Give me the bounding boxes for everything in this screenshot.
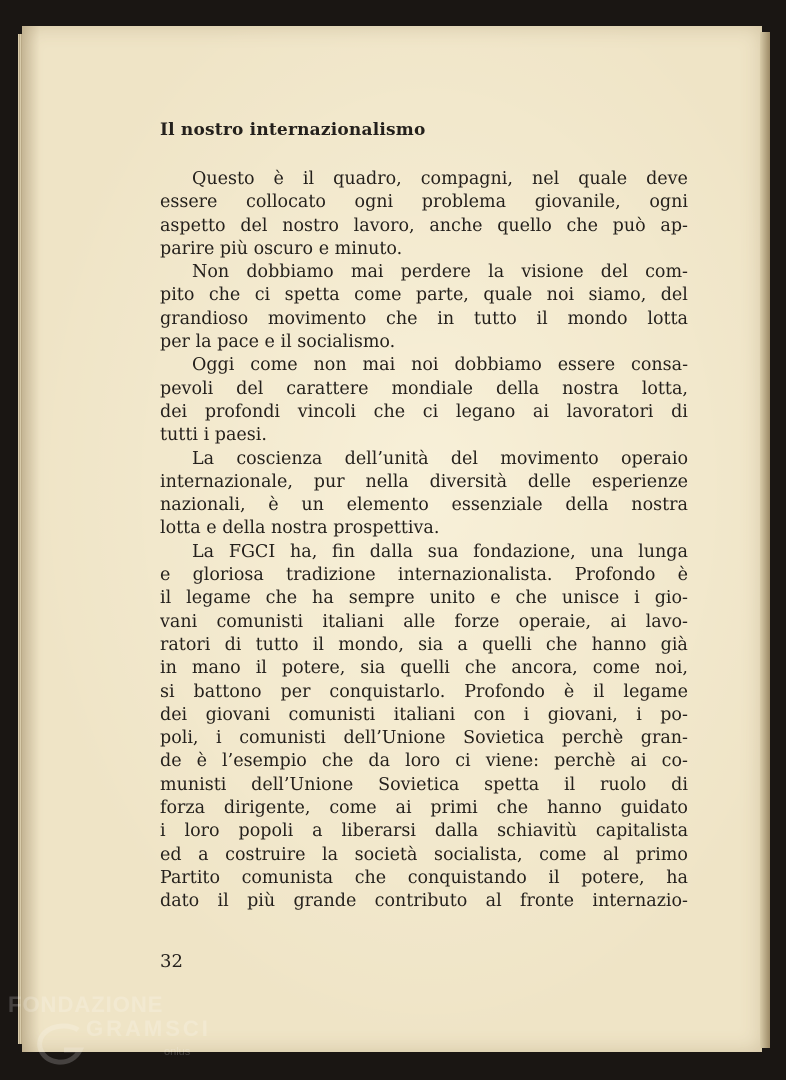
- word: FGCI: [228, 541, 276, 562]
- word: il: [302, 169, 315, 189]
- text-line: [160, 750, 688, 773]
- word: dirigente,: [223, 798, 311, 819]
- word: primi: [430, 798, 478, 819]
- text-line: [160, 448, 688, 471]
- page-number: 32: [160, 951, 183, 972]
- word: dato: [160, 891, 200, 912]
- word: ai: [395, 798, 412, 819]
- word: come: [250, 355, 298, 376]
- word: consa-: [631, 355, 688, 376]
- text-line: [160, 890, 688, 913]
- word: sua: [427, 541, 459, 562]
- word: di: [671, 401, 688, 422]
- word: ha: [666, 867, 688, 888]
- word: ai: [532, 401, 549, 422]
- text-line: [160, 424, 688, 447]
- word: comunisti: [288, 704, 376, 725]
- word: mai: [362, 355, 396, 376]
- word: gran-: [640, 728, 688, 749]
- word: conquistando: [407, 867, 527, 888]
- word: può: [612, 215, 646, 236]
- word: ha,: [290, 541, 318, 562]
- word: che: [373, 401, 406, 422]
- text-line: [160, 191, 688, 214]
- word: i: [203, 425, 210, 446]
- word: ha: [312, 588, 334, 609]
- word: del: [450, 448, 478, 469]
- text-line: [160, 611, 688, 634]
- word: noi,: [654, 658, 688, 679]
- word: è: [268, 495, 279, 516]
- word: collocato: [246, 192, 326, 213]
- word: gloriosa: [192, 565, 264, 586]
- word: visione: [521, 262, 584, 283]
- word: operaie,: [518, 611, 592, 632]
- word: dobbiamo: [454, 355, 542, 376]
- word: prospettiva.: [333, 518, 440, 539]
- word: e: [160, 565, 171, 586]
- word: costruire: [225, 844, 306, 865]
- word: nostra: [270, 518, 328, 539]
- section-heading: Il nostro internazionalismo: [160, 120, 426, 140]
- word: Profondo: [464, 681, 545, 702]
- word: com-: [645, 262, 688, 283]
- word: mondiale: [391, 378, 474, 399]
- watermark-line2: GRAMSCI: [86, 1016, 211, 1041]
- watermark: [4, 992, 211, 1072]
- body-text: [160, 168, 688, 914]
- word: contributo: [374, 891, 468, 912]
- word: e: [264, 332, 275, 353]
- word: i: [636, 704, 642, 725]
- text-line: [160, 308, 688, 331]
- word: legame: [623, 681, 688, 702]
- word: fin: [332, 541, 355, 562]
- word: per: [280, 681, 311, 702]
- text-line: [160, 797, 688, 820]
- word: ci: [455, 751, 471, 772]
- word: movimento: [267, 308, 367, 329]
- word: i: [216, 728, 222, 749]
- word: della: [496, 378, 540, 399]
- word: che: [545, 634, 578, 655]
- word: tutto: [473, 308, 517, 329]
- word: mondo,: [338, 634, 404, 655]
- word: liberarsi: [341, 821, 416, 842]
- word: co-: [661, 751, 688, 772]
- word: che: [265, 588, 298, 609]
- word: sia: [360, 658, 386, 679]
- word: quelli: [400, 658, 450, 679]
- word: spetta: [484, 774, 540, 795]
- text-line: [160, 867, 688, 890]
- word: come: [539, 844, 587, 865]
- word: vani: [160, 611, 198, 632]
- word: legame: [186, 588, 251, 609]
- word: vincoli: [297, 401, 356, 422]
- word: legano: [455, 401, 516, 422]
- word: dalla: [434, 821, 479, 842]
- word: delle: [527, 471, 572, 492]
- word: coscienza: [236, 448, 323, 469]
- watermark-line1: FONDAZIONE: [8, 992, 164, 1017]
- word: Non: [192, 262, 230, 283]
- word: sempre: [348, 588, 415, 609]
- word: come: [354, 285, 402, 306]
- word: una: [590, 541, 624, 562]
- word: nostra: [562, 378, 619, 399]
- word: a: [312, 821, 323, 842]
- word: al: [603, 844, 620, 865]
- text-line: [160, 541, 688, 564]
- word: hanno: [591, 634, 647, 655]
- word: è: [677, 565, 688, 586]
- text-line: [160, 168, 688, 191]
- word: la: [322, 844, 339, 865]
- word: dalla: [369, 541, 413, 562]
- word: noi: [411, 355, 439, 376]
- word: del: [236, 378, 264, 399]
- word: potere,: [281, 658, 346, 679]
- text-line: [160, 215, 688, 238]
- word: deve: [646, 169, 688, 189]
- word: dell’Unione: [251, 774, 354, 795]
- fondazione-gramsci-logo-icon: [34, 1022, 90, 1066]
- word: Questo: [192, 169, 255, 189]
- text-line: [160, 238, 688, 261]
- word: La: [192, 541, 215, 562]
- word: la: [195, 332, 212, 353]
- word: è: [196, 751, 207, 772]
- text-line: [160, 401, 688, 424]
- word: italiani: [393, 704, 456, 725]
- word: Oggi: [192, 355, 235, 376]
- word: de: [160, 751, 182, 772]
- word: socialismo.: [297, 332, 396, 353]
- word: lunga: [638, 541, 688, 562]
- text-line: [160, 820, 688, 843]
- word: parte,: [415, 285, 469, 306]
- text-line: [160, 634, 688, 657]
- word: tradizione: [286, 565, 376, 586]
- word: il: [255, 658, 267, 679]
- word: elemento: [346, 495, 429, 516]
- word: perchè: [561, 728, 624, 749]
- word: nostra: [631, 495, 688, 516]
- text-line: [160, 844, 688, 867]
- word: per: [160, 332, 190, 353]
- word: e: [206, 518, 217, 539]
- word: lotta: [160, 518, 201, 539]
- word: unito: [429, 588, 476, 609]
- word: internazionale,: [160, 471, 293, 492]
- word: da: [368, 751, 391, 772]
- word: ogni: [649, 192, 688, 213]
- word: lotta: [647, 308, 688, 329]
- word: il: [312, 634, 324, 655]
- word: mano: [191, 658, 241, 679]
- text-line: [160, 354, 688, 377]
- word: l’esempio: [222, 751, 307, 772]
- word: Profondo: [574, 565, 656, 586]
- word: potere,: [581, 867, 645, 888]
- word: fondazione,: [473, 541, 576, 562]
- word: più: [247, 891, 276, 912]
- text-line: [160, 727, 688, 750]
- word: come: [329, 798, 377, 819]
- word: poli,: [160, 728, 199, 749]
- word: il: [548, 867, 560, 888]
- word: è: [273, 169, 284, 189]
- word: comunisti: [216, 611, 304, 632]
- word: loro: [405, 751, 441, 772]
- word: lavo-: [645, 611, 688, 632]
- word: quadro,: [333, 169, 402, 189]
- text-line: [160, 564, 688, 587]
- page-content: [160, 116, 688, 914]
- word: è: [563, 681, 575, 702]
- word: operaio: [620, 448, 688, 469]
- word: che: [321, 751, 354, 772]
- word: perchè: [554, 751, 616, 772]
- text-line: [160, 587, 688, 610]
- word: di: [671, 774, 688, 795]
- word: ai: [630, 751, 647, 772]
- word: primo: [635, 844, 688, 865]
- word: e: [490, 588, 501, 609]
- word: nel: [531, 169, 560, 189]
- word: in: [160, 658, 177, 679]
- word: non: [313, 355, 347, 376]
- word: pevoli: [160, 378, 214, 399]
- text-line: [160, 471, 688, 494]
- word: ogni: [354, 192, 394, 213]
- word: ci: [254, 285, 271, 306]
- word: compagni,: [420, 169, 513, 189]
- word: Partito: [160, 867, 220, 888]
- word: il: [217, 891, 229, 912]
- word: forze: [454, 611, 500, 632]
- word: quale: [578, 169, 628, 189]
- word: lotta,: [641, 378, 688, 399]
- text-line: [160, 284, 688, 307]
- word: il: [536, 308, 548, 329]
- word: il: [160, 588, 172, 609]
- word: dei: [160, 401, 188, 422]
- text-line: [160, 774, 688, 797]
- word: problema: [421, 192, 507, 213]
- word: perdere: [400, 262, 471, 283]
- word: battono: [193, 681, 262, 702]
- word: lavoro,: [353, 215, 415, 236]
- word: un: [301, 495, 324, 516]
- word: tutti: [160, 425, 198, 446]
- text-line: [160, 517, 688, 540]
- word: guidato: [620, 798, 688, 819]
- word: unisce: [561, 588, 620, 609]
- word: i: [523, 704, 530, 725]
- word: diversità: [429, 471, 508, 492]
- word: a: [198, 844, 209, 865]
- word: movimento: [500, 448, 599, 469]
- word: gio-: [654, 588, 688, 609]
- text-line: [160, 261, 688, 284]
- word: socialista,: [433, 844, 523, 865]
- word: Sovietica: [378, 774, 460, 795]
- word: dell’Unione: [343, 728, 446, 749]
- word: essere: [557, 355, 616, 376]
- word: già: [660, 634, 688, 655]
- word: a: [457, 634, 468, 655]
- text-line: [160, 681, 688, 704]
- word: del: [240, 215, 268, 236]
- word: aspetto: [160, 215, 226, 236]
- word: il: [563, 774, 576, 795]
- word: capitalista: [595, 821, 688, 842]
- word: dell’unità: [344, 448, 429, 469]
- word: la: [488, 262, 505, 283]
- word: nostro: [282, 215, 339, 236]
- word: al: [485, 891, 502, 912]
- word: ruolo: [600, 774, 647, 795]
- word: società: [354, 844, 418, 865]
- word: dobbiamo: [246, 262, 334, 283]
- word: paesi.: [214, 425, 267, 446]
- word: tutto: [255, 634, 299, 655]
- word: internazionalista.: [397, 565, 553, 586]
- word: di: [224, 634, 242, 655]
- word: munisti: [160, 774, 227, 795]
- word: i: [634, 588, 640, 609]
- word: ai: [610, 611, 627, 632]
- word: più: [219, 238, 248, 259]
- word: che: [496, 798, 529, 819]
- word: Sovietica: [463, 728, 545, 749]
- text-line: [160, 331, 688, 354]
- word: esperienze: [591, 471, 688, 492]
- word: internazio-: [592, 891, 688, 912]
- watermark-small: onlus: [164, 1046, 191, 1058]
- word: fronte: [520, 891, 575, 912]
- word: mondo: [567, 308, 628, 329]
- word: i: [160, 821, 166, 842]
- word: il: [593, 681, 605, 702]
- word: essenziale: [451, 495, 543, 516]
- word: il: [280, 332, 292, 353]
- word: e: [318, 238, 330, 259]
- word: della: [222, 518, 266, 539]
- word: ancora,: [511, 658, 578, 679]
- word: che: [566, 215, 598, 236]
- word: comunisti: [239, 728, 326, 749]
- word: mai: [350, 262, 384, 283]
- word: viene:: [485, 751, 540, 772]
- word: della: [565, 495, 609, 516]
- word: nazionali,: [160, 495, 246, 516]
- word: anche: [429, 215, 483, 236]
- text-line: [160, 704, 688, 727]
- word: minuto.: [334, 238, 403, 259]
- word: nella: [365, 471, 409, 492]
- word: che: [515, 588, 547, 609]
- word: giovani,: [547, 704, 618, 725]
- word: quale: [483, 285, 533, 306]
- word: giovanile,: [534, 192, 621, 213]
- word: conquistarlo.: [329, 681, 446, 702]
- word: giovani: [205, 704, 271, 725]
- word: dei: [160, 704, 188, 725]
- word: ratori: [160, 634, 211, 655]
- word: si: [160, 681, 175, 702]
- word: ed: [160, 844, 182, 865]
- word: quelli: [482, 634, 532, 655]
- text-line: [160, 378, 688, 401]
- word: del: [660, 285, 688, 306]
- word: po-: [660, 704, 688, 725]
- word: hanno: [546, 798, 602, 819]
- word: grandioso: [160, 308, 249, 329]
- word: pace: [217, 332, 259, 353]
- word: che: [208, 285, 241, 306]
- word: spetta: [284, 285, 340, 306]
- word: pur: [313, 471, 345, 492]
- word: italiani: [322, 611, 384, 632]
- word: ci: [422, 401, 439, 422]
- word: come: [592, 658, 640, 679]
- word: carattere: [286, 378, 369, 399]
- word: che: [354, 867, 387, 888]
- word: in: [437, 308, 455, 329]
- page-right-edge: [760, 32, 770, 1048]
- word: noi: [546, 285, 575, 306]
- word: forza: [160, 798, 206, 819]
- word: profondi: [204, 401, 281, 422]
- word: grande: [293, 891, 357, 912]
- word: oscuro: [253, 238, 314, 259]
- word: popoli: [238, 821, 294, 842]
- text-line: [160, 494, 688, 517]
- word: essere: [160, 192, 218, 213]
- word: pito: [160, 285, 195, 306]
- text-line: [160, 657, 688, 680]
- word: alle: [403, 611, 436, 632]
- word: che: [386, 308, 418, 329]
- word: quello: [497, 215, 552, 236]
- word: siamo,: [588, 285, 647, 306]
- word: schiavitù: [497, 821, 577, 842]
- word: lavoratori: [566, 401, 654, 422]
- word: parire: [160, 238, 215, 259]
- word: loro: [184, 821, 220, 842]
- word: del: [600, 262, 628, 283]
- word: La: [192, 448, 215, 469]
- word: che: [464, 658, 497, 679]
- word: comunista: [241, 867, 334, 888]
- word: ap-: [660, 215, 688, 236]
- word: con: [473, 704, 506, 725]
- word: sia: [418, 634, 444, 655]
